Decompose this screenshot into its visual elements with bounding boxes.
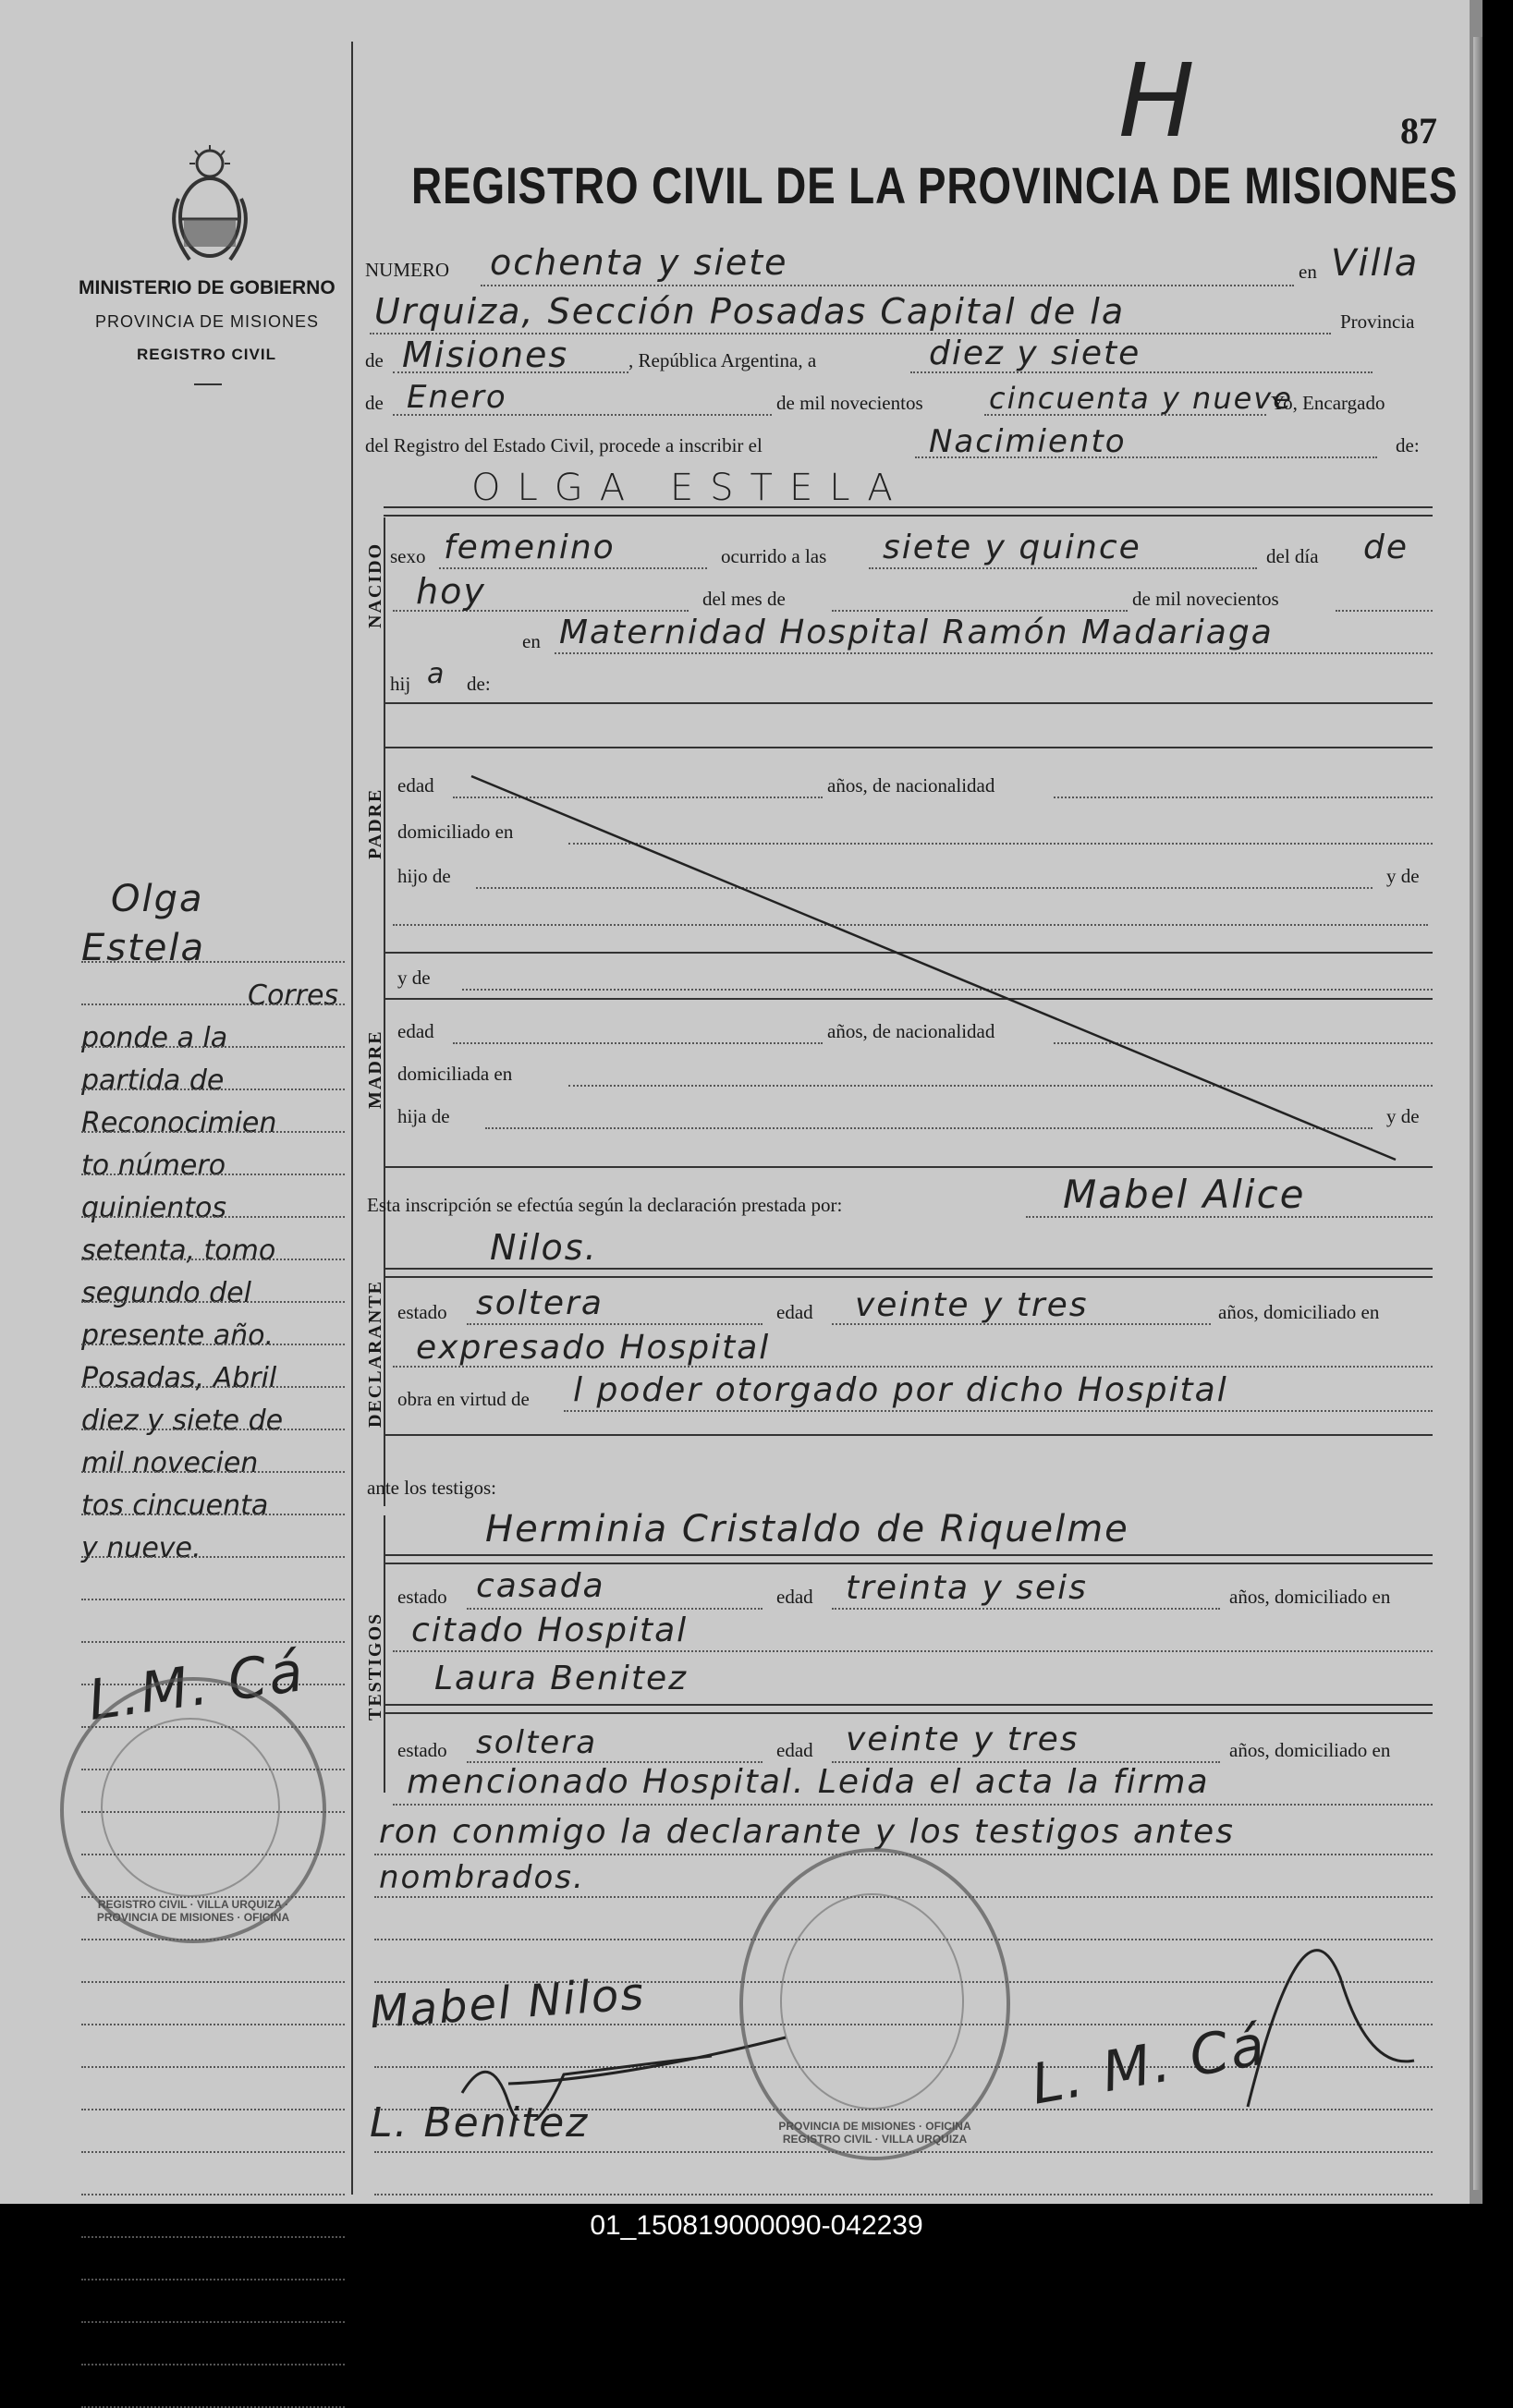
margin-rule-line: [81, 2109, 345, 2110]
lugar-value: Maternidad Hospital Ramón Madariaga: [559, 614, 1274, 651]
encargado-signature: L. M. Cá: [1026, 2013, 1272, 2118]
margin-name-1: Olga: [111, 878, 204, 920]
label-sexo: sexo: [390, 545, 426, 567]
label-del-mes: del mes de: [702, 588, 786, 610]
label-madre-edad: edad: [397, 1020, 434, 1042]
label-de-mil-nov: de mil novecientos: [1132, 588, 1279, 610]
margin-rule-line: [81, 1344, 345, 1345]
decl-edad-value: veinte y tres: [855, 1286, 1089, 1324]
seal-bottom: [739, 1848, 1010, 2160]
page-title: REGISTRO CIVIL DE LA PROVINCIA DE MISIONES: [411, 156, 1458, 214]
testigo2-name: Laura Benitez: [434, 1660, 689, 1697]
declarante-a: Mabel Alice: [1063, 1172, 1306, 1217]
margin-note-line: ponde a la: [81, 1022, 228, 1054]
label-ocurrido: ocurrido a las: [721, 545, 827, 567]
label-padre-edad: edad: [397, 774, 434, 797]
corner-mark: H: [1118, 42, 1197, 160]
t2-dom-value: mencionado Hospital. Leida el acta la firma: [407, 1763, 1210, 1801]
margin-rule-line: [81, 1641, 345, 1643]
testigo1-name: Herminia Cristaldo de Riquelme: [485, 1508, 1129, 1551]
seal-bottom-text: PROVINCIA DE MISIONES · OFICINA REGISTRO CIVIL · VILLA URQUIZA: [778, 2120, 971, 2146]
margin-note-line: setenta, tomo: [81, 1234, 276, 1267]
label-ante-testigos: ante los testigos:: [367, 1477, 496, 1499]
anio-value: cincuenta y nueve: [989, 381, 1293, 416]
section-nacido: NACIDO: [365, 541, 385, 628]
margin-note-line: y nueve.: [81, 1532, 201, 1564]
ministry-divider: [194, 383, 222, 385]
label-madre-hija: hija de: [397, 1105, 450, 1127]
label-decl-anos: años, domiciliado en: [1218, 1301, 1380, 1323]
label-padre-dom: domiciliado en: [397, 821, 514, 843]
hora-value: siete y quince: [883, 529, 1141, 566]
line2-value: Urquiza, Sección Posadas Capital de la: [374, 291, 1126, 332]
closing-line-2: nombrados.: [379, 1859, 585, 1896]
declarante-b: Nilos.: [490, 1227, 598, 1268]
cancel-strike: [462, 767, 1433, 1164]
rule: [384, 1712, 1433, 1714]
rule: [384, 1563, 1433, 1564]
numero-value: ochenta y siete: [490, 242, 788, 283]
coat-of-arms-icon: [162, 143, 259, 268]
label-de-mil: de mil novecientos: [776, 392, 923, 414]
rule: [384, 1268, 1433, 1270]
margin-note-line: Corres: [248, 979, 339, 1012]
field-line: [555, 652, 1433, 654]
label-hij: hij: [390, 673, 411, 695]
label-inscripcion: Esta inscripción se efectúa según la declaración prestada por:: [367, 1194, 843, 1216]
field-line: [481, 285, 1294, 286]
label-provincia: Provincia: [1340, 310, 1415, 333]
decl-dom-value: expresado Hospital: [416, 1329, 771, 1367]
field-line: [832, 1608, 1220, 1610]
margin-rule-line: [81, 1174, 345, 1175]
declarante-signature: Mabel Nilos: [368, 1967, 647, 2039]
rule: [384, 702, 1433, 704]
margin-rule-line: [81, 2321, 345, 2323]
t1-edad-value: treinta y seis: [846, 1569, 1088, 1607]
rule: [384, 747, 1433, 748]
rule: [384, 1166, 1433, 1168]
rule: [384, 506, 1433, 508]
margin-rule-line: [81, 2364, 345, 2365]
province-name: PROVINCIA DE MISIONES: [95, 312, 320, 331]
margin-rule-line: [81, 1046, 345, 1048]
seal-left-text: REGISTRO CIVIL · VILLA URQUIZA · PROVINCIA DE MISIONES · OFICINA: [96, 1898, 290, 1924]
margin-rule-line: [81, 1556, 345, 1558]
dia-a-value: de: [1363, 529, 1409, 566]
page-number: 87: [1400, 110, 1437, 152]
decl-estado-value: soltera: [476, 1284, 604, 1322]
field-line: [467, 1323, 763, 1325]
margin-note-line: tos cincuenta: [81, 1490, 269, 1522]
field-line: [439, 567, 707, 569]
label-madre-dom: domiciliada en: [397, 1063, 513, 1085]
label-t2-estado: estado: [397, 1739, 447, 1761]
label-en: en: [1299, 261, 1317, 283]
margin-rule-line: [81, 1131, 345, 1133]
rule: [384, 515, 1433, 517]
margin-note-line: partida de: [81, 1064, 225, 1097]
margin-note-line: diez y siete de: [81, 1405, 284, 1437]
margin-rule-line: [81, 1386, 345, 1388]
margin-rule-line: [81, 2279, 345, 2280]
margin-note-line: Posadas, Abril: [81, 1362, 277, 1394]
label-del-registro: del Registro del Estado Civil, procede a inscribir el: [365, 434, 763, 456]
margin-note-line: segundo del: [81, 1277, 251, 1309]
label-t1-anos: años, domiciliado en: [1229, 1586, 1391, 1608]
rule: [384, 1276, 1433, 1278]
closing-line-1: ron conmigo la declarante y los testigos antes: [379, 1813, 1235, 1851]
rule: [384, 1434, 1433, 1436]
acto-value: Nacimiento: [929, 423, 1127, 460]
label-numero: NUMERO: [365, 259, 450, 281]
sexo-value: femenino: [444, 529, 616, 566]
field-line: [564, 1410, 1433, 1412]
label-madre-yde: y de: [397, 967, 431, 989]
t1-dom-value: citado Hospital: [411, 1611, 689, 1649]
margin-rule-line: [81, 2151, 345, 2153]
provincia-value: Misiones: [402, 334, 569, 375]
section-testigos: TESTIGOS: [365, 1611, 385, 1721]
margin-rule-line: [81, 1088, 345, 1090]
field-line: [467, 1608, 763, 1610]
testigo2-signature: L. Benitez: [370, 2099, 590, 2147]
label-t2-anos: años, domiciliado en: [1229, 1739, 1391, 1761]
margin-rule-line: [81, 1216, 345, 1218]
label-decl-estado: estado: [397, 1301, 447, 1323]
t1-estado-value: casada: [476, 1567, 605, 1605]
signature-rule-line: [374, 2194, 1433, 2195]
section-madre: MADRE: [365, 1029, 385, 1109]
margin-signature: L.M. Cá: [84, 1638, 309, 1734]
ministry-name: MINISTERIO DE GOBIERNO: [79, 277, 336, 298]
label-padre-yde: y de: [1386, 865, 1420, 887]
label-hij-de: de:: [467, 673, 491, 695]
section-declarante: DECLARANTE: [365, 1279, 385, 1428]
field-line: [1336, 610, 1433, 612]
label-republica: , República Argentina, a: [628, 349, 817, 371]
label-t1-estado: estado: [397, 1586, 447, 1608]
mes-value: Enero: [407, 379, 507, 416]
seal-left-inner: [101, 1718, 280, 1897]
left-column-rule: [351, 42, 353, 2195]
t2-estado-value: soltera: [476, 1724, 598, 1761]
margin-rule-line: [81, 1514, 345, 1515]
label-de-2: de: [365, 392, 384, 414]
margin-rule-line: [81, 1471, 345, 1473]
field-line: [393, 1650, 1433, 1652]
label-en-2: en: [522, 630, 541, 652]
rule: [384, 1554, 1433, 1556]
label-obra: obra en virtud de: [397, 1388, 530, 1410]
nombre-value: OLGA ESTELA: [471, 467, 909, 509]
label-del-dia: del día: [1266, 545, 1319, 567]
margin-rule-line: [81, 1259, 345, 1260]
label-de-colon: de:: [1396, 434, 1420, 456]
section-padre: PADRE: [365, 787, 385, 859]
margin-note-line: Reconocimien: [81, 1107, 277, 1139]
label-padre-hijo: hijo de: [397, 865, 451, 887]
hij-suffix: a: [427, 658, 446, 690]
margin-rule-line: [81, 2194, 345, 2195]
decl-obra-value: l poder otorgado por dicho Hospital: [573, 1371, 1228, 1409]
label-t1-edad: edad: [776, 1586, 813, 1608]
margin-rule-line: [81, 1429, 345, 1430]
field-line: [832, 610, 1128, 612]
margin-note-line: mil novecien: [81, 1447, 259, 1479]
margin-note-line: quinientos: [81, 1192, 226, 1224]
seal-bottom-inner: [780, 1893, 964, 2110]
label-t2-edad: edad: [776, 1739, 813, 1761]
dia-value: diez y siete: [929, 334, 1141, 372]
margin-rule-line: [81, 1003, 345, 1005]
label-madre-yde-2: y de: [1386, 1105, 1420, 1127]
margin-note-line: to número: [81, 1149, 226, 1182]
field-line: [869, 567, 1257, 569]
label-de: de: [365, 349, 384, 371]
margin-rule-line: [81, 1599, 345, 1600]
rule: [384, 1704, 1433, 1706]
margin-name-2: Estela: [81, 927, 206, 969]
file-id-footer: 01_150819000090-042239: [590, 2210, 923, 2241]
seal-left: [60, 1677, 326, 1943]
registry-name: REGISTRO CIVIL: [137, 346, 276, 363]
label-yo: Yo, Encargado: [1271, 392, 1385, 414]
label-madre-anos: años, de nacionalidad: [827, 1020, 995, 1042]
margin-rule-line: [81, 961, 345, 963]
field-line: [393, 1804, 1433, 1806]
place-value: Villa: [1331, 242, 1420, 285]
margin-rule-line: [81, 2024, 345, 2025]
label-decl-edad: edad: [776, 1301, 813, 1323]
margin-rule-line: [81, 1301, 345, 1303]
margin-rule-line: [81, 1981, 345, 1983]
encargado-flourish: [1238, 1922, 1423, 2125]
dia-b-value: hoy: [416, 571, 486, 612]
margin-rule-line: [81, 2066, 345, 2068]
t2-edad-value: veinte y tres: [846, 1721, 1080, 1758]
margin-note-line: presente año.: [81, 1320, 274, 1352]
label-padre-anos: años, de nacionalidad: [827, 774, 995, 797]
